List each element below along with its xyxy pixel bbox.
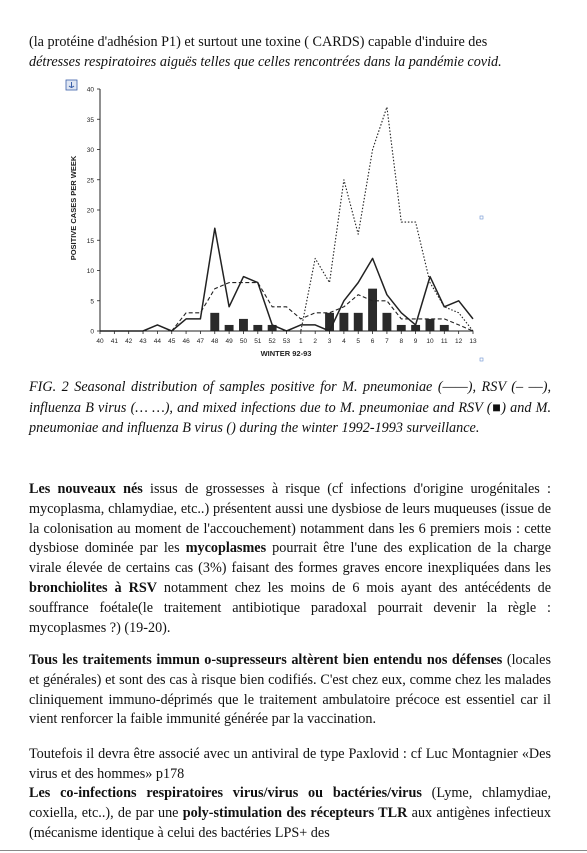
- x-tick-label: 41: [110, 338, 118, 345]
- bold-coinfections: Les co-infections respiratoires virus/virus ou bactéries/virus: [29, 785, 422, 801]
- mixed-infection-bar: [225, 325, 234, 331]
- x-tick-label: 53: [282, 338, 291, 345]
- text-span: pourrait être l'une des explication de la charge virale élevée de certains cas (3%) faisant des formes graves encore inexpliquées dans les: [29, 540, 551, 577]
- paragraph-paxlovid: Toutefois il devra être associé avec un antiviral de type Paxlovid : cf Luc Montagnier «Des virus et des hommes» p178: [29, 746, 551, 782]
- x-tick-label: 3: [327, 338, 332, 345]
- seasonal-distribution-chart: [62, 76, 486, 366]
- mixed-infection-bar: [339, 313, 348, 331]
- x-tick-label: 42: [125, 338, 133, 345]
- mixed-infection-bar: [411, 325, 420, 331]
- x-tick-label: 6: [370, 338, 375, 345]
- y-tick-label: 40: [86, 86, 94, 94]
- text-span: issus de grossesses à risque (cf infections d'origine urogénitales : mycoplasma, chlamydiae, etc..) présentent aussi une dysbiose de leurs muqueuses (issue de la colonisation au moment de l'accouchement) notamment dans les 6 premiers mois : cette dysbiose dominée par les: [29, 481, 551, 557]
- anchor-icon: [66, 80, 77, 90]
- x-axis-label: WINTER 92-93: [260, 349, 312, 358]
- x-tick-label: 49: [225, 338, 233, 345]
- mixed-infection-bar: [397, 325, 406, 331]
- x-tick-label: 43: [139, 338, 147, 345]
- bold-mycoplasmes: mycoplasmes: [185, 540, 267, 557]
- text-span: (Lyme, chlamydiae, coxiella, etc..), de par une: [29, 785, 551, 821]
- y-tick-label: 35: [86, 116, 94, 124]
- paragraph-newborns: [29, 480, 551, 638]
- x-tick-label: 51: [254, 338, 262, 345]
- x-tick-label: 47: [196, 338, 205, 345]
- x-tick-label: 5: [356, 338, 361, 345]
- y-tick-label: 0: [90, 328, 94, 336]
- y-tick-label: 15: [86, 237, 94, 245]
- intro-line-2: détresses respiratoires aiguës telles que celles rencontrées dans la pandémie covid.: [29, 54, 502, 70]
- y-axis-label: POSITIVE CASES PER WEEK: [69, 155, 78, 261]
- bold-newborns: Les nouveaux nés: [29, 481, 143, 497]
- x-tick-label: 7: [385, 338, 389, 345]
- mixed-infection-bar: [354, 313, 363, 331]
- text-span: aux antigènes infectieux (mécanisme identique à celui des bactéries LPS+ des: [29, 804, 551, 841]
- paragraph-coinfections: [29, 784, 551, 843]
- mixed-infection-bar: [325, 313, 334, 331]
- x-tick-label: 48: [211, 338, 219, 345]
- mixed-infection-bar: [253, 325, 262, 331]
- mixed-infection-bar: [426, 319, 435, 331]
- paragraph-treatments: [29, 651, 551, 730]
- x-tick-label: 10: [426, 338, 434, 345]
- y-tick-label: 25: [86, 177, 94, 185]
- intro-line-1: (la protéine d'adhésion P1) et surtout une toxine ( CARDS) capable d'induire des: [29, 34, 488, 50]
- mixed-infection-bar: [239, 319, 248, 331]
- y-tick-label: 20: [86, 207, 94, 215]
- x-tick-label: 9: [413, 338, 418, 345]
- figure-caption: FIG. 2 Seasonal distribution of samples positive for M. pneumoniae (——), RSV (– ––), influenza B virus (… …), and mixed infections due to M. pneumoniae and RSV (■) and M. pneumoniae and influenza B virus () during the winter 1992-1993 surveillance.: [29, 379, 551, 436]
- bold-treatments: Tous les traitements immun o-supresseurs altèrent bien entendu nos défenses: [29, 652, 503, 668]
- x-tick-label: 44: [153, 338, 162, 345]
- text-span: notamment chez les moins de 6 mois ayant des antécédents de souffrance foétale(le traitement antibiotique paradoxal pourrait devenir la règle : mycoplasmes ?) (19-20).: [29, 579, 551, 636]
- y-tick-label: 5: [90, 298, 94, 306]
- mixed-infection-bar: [210, 313, 219, 331]
- mixed-infection-bar: [440, 325, 449, 331]
- x-tick-label: 40: [96, 338, 104, 345]
- x-tick-label: 8: [399, 338, 404, 345]
- x-tick-label: 45: [168, 338, 176, 345]
- mixed-infection-bar: [382, 313, 391, 331]
- x-tick-label: 46: [182, 338, 190, 345]
- x-tick-label: 50: [239, 338, 248, 345]
- bold-tlr: poly-stimulation des récepteurs TLR: [182, 804, 408, 821]
- x-tick-label: 11: [440, 338, 448, 345]
- x-tick-label: 1: [299, 338, 303, 345]
- x-tick-label: 4: [342, 338, 346, 345]
- page-bottom-rule: [0, 850, 587, 851]
- y-tick-label: 10: [86, 268, 94, 275]
- text-span: (locales et générales) et sont des cas à risque bien codifiés. C'est chez eux, comme chez les malades cliniquement immuno-déprimés que le traitement ambulatoire précoce est essentiel car il vient renforcer la faible immunité générée par la vaccination.: [29, 652, 551, 728]
- x-tick-label: 2: [313, 338, 318, 345]
- x-tick-label: 12: [455, 338, 463, 345]
- bold-bronchiolites: bronchiolites à RSV: [29, 579, 157, 596]
- x-tick-label: 52: [268, 338, 276, 345]
- y-tick-label: 30: [86, 147, 94, 154]
- mixed-infection-bar: [368, 289, 377, 331]
- x-tick-label: 13: [469, 338, 477, 345]
